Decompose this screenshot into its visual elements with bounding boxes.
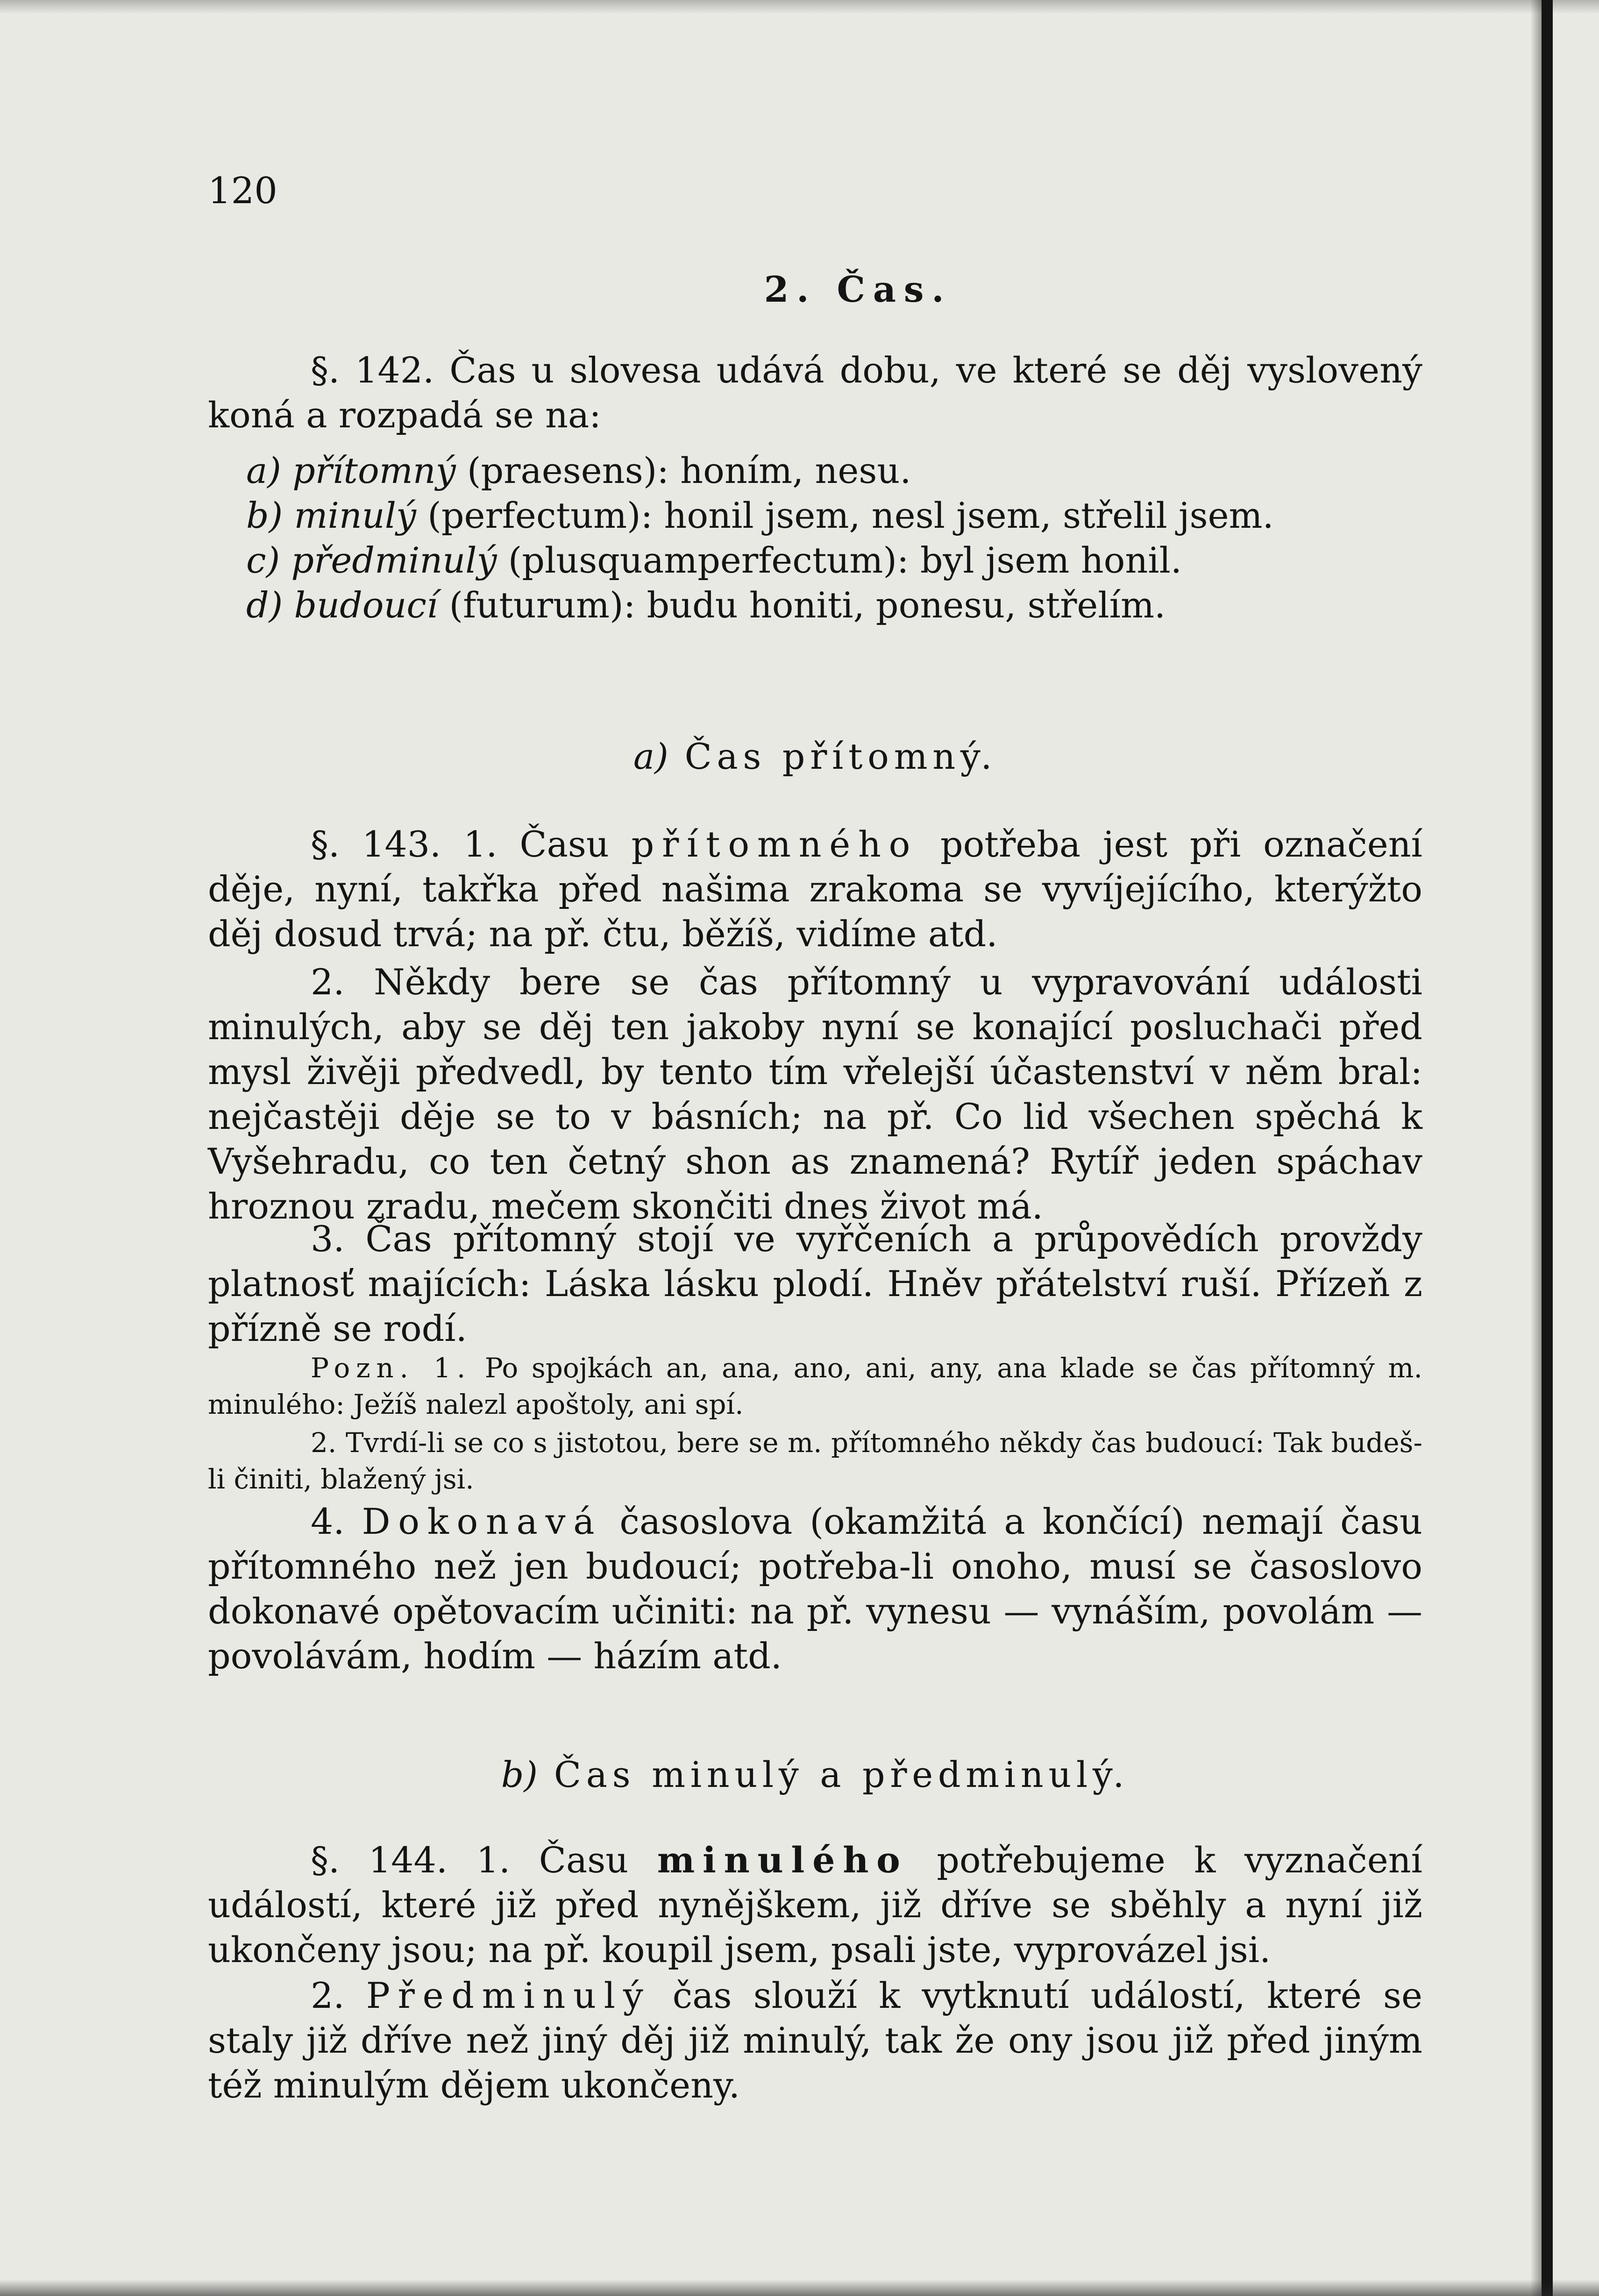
page-right-edge: [1542, 0, 1553, 2296]
emphasized-term: Předminulý: [366, 1975, 651, 2016]
list-term: budoucí: [294, 584, 438, 626]
subheading-title: Čas přítomný.: [684, 736, 997, 777]
paragraph-text: čas slouží k vytknutí událostí, které se staly již dříve než jiný děj již minulý, tak že ony jsou již před jiným též minulým dějem ukončeny.: [208, 1975, 1422, 2106]
paragraph-lead: 1. Času: [476, 1839, 629, 1881]
list-text: (futurum): budu honiti, ponesu, střelím.: [449, 584, 1166, 626]
emphasized-term: Dokonavá: [362, 1501, 603, 1542]
subheading-past: [208, 1754, 1422, 1795]
list-term: minulý: [294, 495, 416, 536]
emphasized-term: minulého: [657, 1839, 908, 1881]
list-marker: b): [246, 495, 283, 536]
section-text: Čas u slovesa udává dobu, ve které se děj vyslovený koná a rozpadá se na:: [208, 349, 1422, 436]
list-term: předminulý: [291, 539, 497, 581]
section-144-p2: [208, 1973, 1422, 2108]
note-2: 2. Tvrdí-li se co s jistotou, bere se m. přítomného někdy čas budoucí: Tak budeš-li činiti, blažený jsi.: [208, 1427, 1422, 1495]
chapter-title: 2. Čas.: [764, 269, 952, 310]
section-143-p2: 2. Někdy bere se čas přítomný u vypravování události minulých, aby se děj ten jakoby nyní se konající posluchači před mysl živěji předvedl, by tento tím vřelejší účastenství v něm bral: nejčastěji děje se to v básních; na př. Co lid všechen spěchá k Vyšehradu, co ten četný shon as znamená? Rytíř jeden spáchav hroznou zradu, mečem skončiti dnes život má.: [208, 961, 1422, 1227]
list-text: (plusquamperfectum): byl jsem honil.: [508, 539, 1182, 581]
tense-list: [208, 448, 1422, 628]
section-143-p4: [208, 1499, 1422, 1679]
list-marker: a): [246, 450, 281, 491]
subheading-present: [208, 736, 1422, 777]
list-text: (perfectum): honil jsem, nesl jsem, střelil jsem.: [427, 495, 1274, 536]
note-lead: Pozn. 1.: [311, 1352, 472, 1384]
page-bottom-shadow: [0, 2279, 1599, 2296]
list-item: [208, 583, 1422, 628]
section-144-p1: [208, 1838, 1422, 1972]
subheading-label: a): [633, 736, 668, 777]
section-number: §. 142.: [311, 349, 434, 391]
page-gutter-shadow: [1530, 0, 1542, 2296]
list-item: [208, 538, 1422, 583]
note-text: Po spojkách an, ana, ano, ani, any, ana klade se čas přítomný m. minulého: Ježíš nalezl apoštoly, ani spí.: [208, 1352, 1422, 1420]
section-142: [208, 348, 1422, 438]
paragraph-text: potřeba jest při označení děje, nyní, takřka před našima zrakoma se vyvíjejícího, kterýžto děj dosud trvá; na př. čtu, běžíš, vidíme atd.: [208, 823, 1422, 955]
section-number: §. 144.: [311, 1839, 448, 1881]
section-143-p3: 3. Čas přítomný stojí ve vyřčeních a průpovědích provždy platnosť majících: Láska lásku plodí. Hněv přátelství ruší. Přízeň z přízně se rodí.: [208, 1218, 1422, 1349]
paragraph-lead: 2.: [311, 1975, 345, 2016]
paragraph-lead: 1. Času: [463, 823, 609, 865]
list-text: (praesens): honím, nesu.: [467, 450, 911, 491]
note-1: [208, 1350, 1422, 1423]
page-top-shadow: [0, 0, 1599, 14]
list-item: [208, 493, 1422, 538]
paragraph-lead: 4.: [311, 1501, 345, 1542]
page-number: 120: [208, 170, 277, 212]
list-marker: c): [246, 539, 280, 581]
section-number: §. 143.: [311, 823, 441, 865]
paragraph-text: časoslova (okamžitá a končící) nemají času přítomného než jen budoucí; potřeba-li onoho, musí se časoslovo dokonavé opětovacím učiniti: na př. vynesu — vynáším, povolám — povolávám, hodím — házím atd.: [208, 1501, 1422, 1677]
section-143-p1: [208, 822, 1422, 957]
subheading-label: b): [501, 1754, 538, 1795]
paragraph-text: potřebujeme k vyznačení událostí, které již před nynějškem, již dříve se sběhly a nyní již ukončeny jsou; na př. koupil jsem, psali jste, vyprovázel jsi.: [208, 1839, 1422, 1970]
list-term: přítomný: [292, 450, 456, 491]
list-item: [208, 448, 1422, 493]
subheading-title: Čas minulý a předminulý.: [554, 1754, 1130, 1795]
emphasized-term: přítomného: [631, 823, 918, 865]
list-marker: d): [246, 584, 283, 626]
